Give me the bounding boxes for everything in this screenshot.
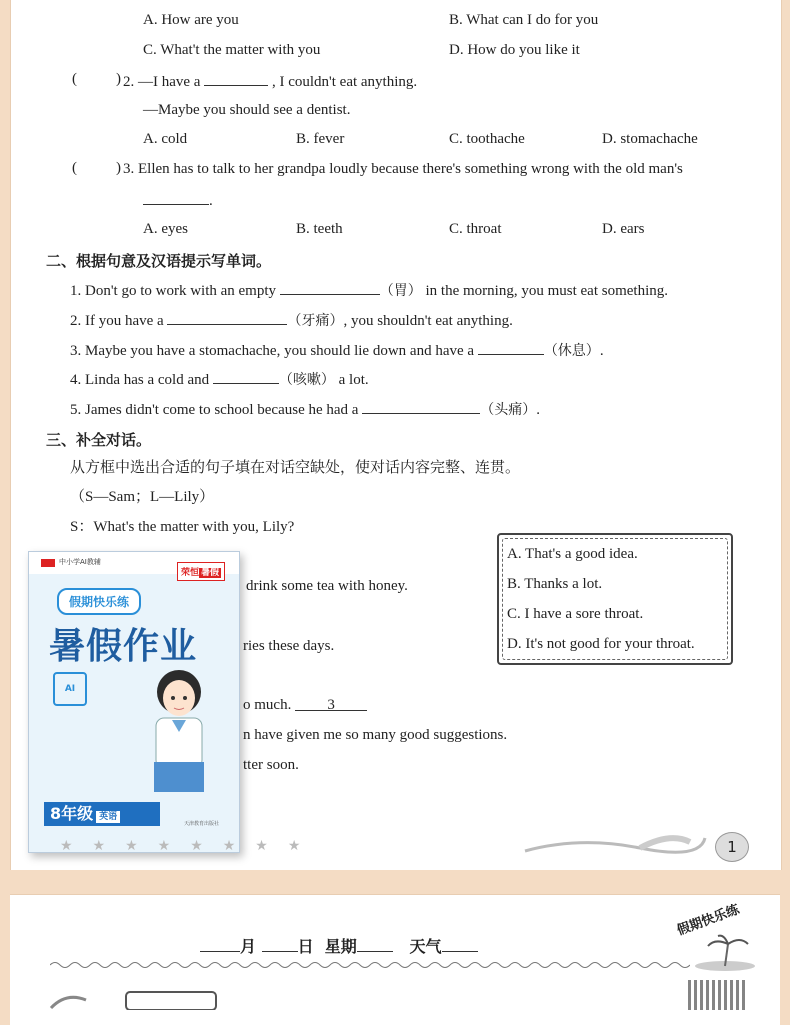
month-blank[interactable] (200, 935, 240, 952)
s2-item-3 (70, 340, 604, 360)
q2-option-b: B. fever (296, 131, 345, 147)
student-illustration (124, 662, 234, 802)
s2-item-1-pre: 1. Don't go to work with an empty (70, 283, 277, 299)
q2-stem-b: , I couldn't eat anything. (271, 74, 418, 90)
q2-answer-paren-open[interactable]: ( (72, 71, 77, 87)
q3-blank[interactable] (143, 190, 209, 205)
dialog-fragment-4: n have given me so many good suggestions. (243, 727, 508, 743)
weather-blank[interactable] (442, 935, 478, 952)
q1-option-b: B. What can I do for you (449, 12, 599, 28)
day-label: 日 (297, 937, 314, 956)
cover-publisher: 天津教育出版社 (184, 821, 220, 827)
day-blank[interactable] (262, 935, 298, 952)
page-number: 1 (715, 832, 749, 862)
s2-item-5-pre: 5. James didn't come to school because he had a (70, 402, 359, 418)
q2-option-d: D. stomachache (602, 131, 698, 147)
q2-stem-a: 2. —I have a (123, 74, 201, 90)
s2-item-2-blank[interactable] (167, 310, 287, 325)
q1-option-c: C. What't the matter with you (143, 42, 321, 58)
q2-blank[interactable] (204, 71, 268, 86)
dialog-fragment-2: ries these days. (243, 638, 335, 654)
q2-stem (123, 71, 417, 91)
week-blank[interactable] (357, 935, 393, 952)
s2-item-4-pre: 4. Linda has a cold and (70, 372, 210, 388)
s2-item-2-pre: 2. If you have a (70, 313, 164, 329)
s2-item-1-post: in the morning, you must eat something. (425, 283, 668, 299)
s2-item-3-post: . (599, 343, 604, 359)
q3-stem: 3. Ellen has to talk to her grandpa loudly because there's something wrong with the old man's (123, 161, 683, 177)
cover-subject: 英语 (96, 811, 120, 823)
cover-title: 暑假作业 (49, 626, 198, 667)
s2-item-1-hint: （胃） (379, 283, 422, 299)
s2-item-1-blank[interactable] (280, 280, 380, 295)
q2-option-a: A. cold (143, 131, 188, 147)
q3-option-a: A. eyes (143, 221, 188, 237)
month-label: 月 (240, 937, 257, 956)
q2-option-c: C. toothache (449, 131, 525, 147)
cover-badge-a: 荣恒 (181, 568, 200, 578)
q3-tail: . (209, 193, 213, 209)
q3-option-d: D. ears (602, 221, 645, 237)
next-page-date-header (200, 934, 478, 957)
footer-stars-decoration: ★★★★★★★★ (60, 839, 321, 854)
s2-item-4-post: a lot. (338, 372, 369, 388)
q2-answer-paren-close: ) (116, 71, 121, 87)
footer-swirl-decoration (520, 826, 710, 860)
box-option-c: C. I have a sore throat. (507, 606, 644, 622)
ai-scan-icon: AI (53, 672, 87, 706)
s2-item-2-post: , you shouldn't eat anything. (343, 313, 513, 329)
section3-roles: （S—Sam；L—Lily） (70, 489, 215, 505)
qr-code-icon[interactable] (688, 980, 748, 1010)
s2-item-1 (70, 280, 668, 300)
q3-answer-paren-open[interactable]: ( (72, 160, 77, 176)
box-option-a: A. That's a good idea. (507, 546, 638, 562)
dialog-line-1: S：What's the matter with you, Lily? (70, 519, 295, 535)
q3-blank-line (143, 190, 213, 210)
s2-item-4 (70, 369, 369, 389)
section3-instruction: 从方框中选出合适的句子填在对话空缺处，使对话内容完整、连贯。 (70, 458, 521, 476)
relax-banner-icon (46, 990, 226, 1010)
cover-logo-text: 中小学AI教辅 (59, 558, 101, 566)
section2-heading: 二、根据句意及汉语提示写单词。 (46, 252, 272, 270)
cover-grade (44, 802, 160, 826)
dialog-fragment-3 (243, 696, 367, 714)
s2-item-4-blank[interactable] (213, 369, 279, 384)
s2-item-3-hint: （休息） (543, 343, 600, 359)
week-label: 星期 (324, 937, 357, 956)
dialog-fragment-5: tter soon. (243, 757, 299, 773)
cover-badge (177, 562, 225, 581)
q1-option-d: D. How do you like it (449, 42, 580, 58)
dialog-blank-3-answer: 3 (327, 697, 335, 713)
dialog-fragment-1: drink some tea with honey. (246, 578, 408, 594)
s2-item-4-hint: （咳嗽） (278, 372, 335, 388)
s2-item-5-hint: （头痛） (480, 402, 537, 418)
s2-item-5-blank[interactable] (362, 399, 480, 414)
q3-option-c: C. throat (449, 221, 502, 237)
box-option-b: B. Thanks a lot. (507, 576, 603, 592)
box-option-d: D. It's not good for your throat. (507, 636, 695, 652)
cover-grade-text: 8年级 (50, 804, 94, 823)
s2-item-5-post: . (536, 402, 540, 418)
s2-item-2 (70, 310, 513, 330)
dialog-fragment-3-text: o much. (243, 697, 292, 713)
book-cover (28, 551, 240, 853)
weather-label: 天气 (409, 937, 442, 956)
palm-island-icon (690, 932, 760, 972)
q1-option-a: A. How are you (143, 12, 239, 28)
section3-heading: 三、补全对话。 (46, 431, 152, 449)
s2-item-3-blank[interactable] (478, 340, 544, 355)
s2-item-3-pre: 3. Maybe you have a stomachache, you should lie down and have a (70, 343, 475, 359)
dialog-blank-3[interactable] (295, 696, 367, 711)
s2-item-5 (70, 399, 540, 419)
corner-badge-text: 假期快乐练 (675, 902, 742, 939)
cover-subtitle: 假期快乐练 (57, 588, 141, 615)
publisher-logo-icon (41, 559, 55, 567)
cover-badge-b: 暑假 (201, 568, 220, 578)
q2-reply: —Maybe you should see a dentist. (143, 102, 351, 118)
s2-item-2-hint: （牙痛） (287, 313, 344, 329)
q3-option-b: B. teeth (296, 221, 343, 237)
next-page-wavy-divider (50, 960, 690, 970)
q3-answer-paren-close: ) (116, 160, 121, 176)
